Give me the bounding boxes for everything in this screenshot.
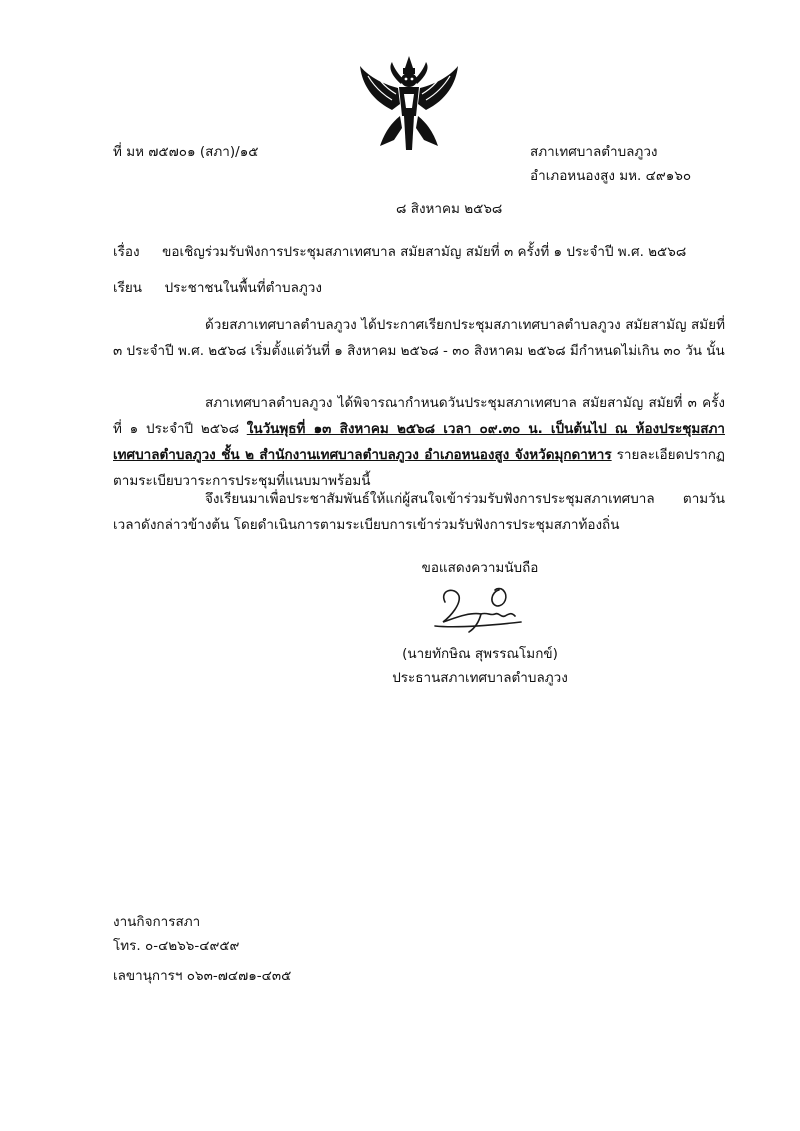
subject-line xyxy=(113,242,686,262)
organization-name: สภาเทศบาลตำบลภูวง xyxy=(530,144,658,160)
footer-secretary-phone: เลขานุการฯ ๐๖๓-๗๔๗๑-๔๓๕ xyxy=(113,968,292,984)
footer-department: งานกิจการสภา xyxy=(113,914,201,930)
paragraph-2-start: สภาเทศบาลตำบลภูวง ได้พิจารณากำหนดวันประชุมสภาเทศบาล สมัยสามัญ สมัยที่ ๓ ครั้งที่ ๑ ประจำปี ๒๕๖๘ xyxy=(113,395,725,437)
signature xyxy=(415,582,535,642)
subject-label: เรื่อง xyxy=(113,244,140,260)
body-paragraph-2 xyxy=(113,390,725,494)
garuda-emblem xyxy=(354,54,464,154)
recipient-line xyxy=(113,278,322,298)
meeting-details-highlight: ในวันพุธที่ ๑๓ สิงหาคม ๒๕๖๘ เวลา ๐๙.๓๐ น. เป็นต้นไป ณ ห้องประชุมสภาเทศบาลตำบลภูวง ชั้น ๒ สำนักงานเทศบาลตำบลภูวง อำเภอหนองสูง จังหวัดมุกดาหาร xyxy=(113,421,725,463)
footer-phone: โทร. ๐-๔๒๖๖-๔๙๕๙ xyxy=(113,938,240,954)
paragraph-2-end: รายละเอียดปรากฏตามระเบียบวาระการประชุมที่แนบมาพร้อมนี้ xyxy=(113,447,725,489)
signer-title: ประธานสภาเทศบาลตำบลภูวง xyxy=(392,670,568,686)
body-paragraph-3 xyxy=(113,486,725,538)
paragraph-1-text: ด้วยสภาเทศบาลตำบลภูวง ได้ประกาศเรียกประชุมสภาเทศบาลตำบลภูวง สมัยสามัญ สมัยที่ ๓ ประจำปี พ.ศ. ๒๕๖๘ เริ่มตั้งแต่วันที่ ๑ สิงหาคม ๒๕๖๘ - ๓๐ สิงหาคม ๒๕๖๘ มีกำหนดไม่เกิน ๓๐ วัน นั้น xyxy=(113,317,725,359)
document-date: ๘ สิงหาคม ๒๕๖๘ xyxy=(396,201,503,217)
body-paragraph-1 xyxy=(113,312,725,364)
organization-address: อำเภอหนองสูง มห. ๔๙๑๖๐ xyxy=(530,168,692,184)
subject-text: ขอเชิญร่วมรับฟังการประชุมสภาเทศบาล สมัยสามัญ สมัยที่ ๓ ครั้งที่ ๑ ประจำปี พ.ศ. ๒๕๖๘ xyxy=(162,244,687,260)
closing-regards: ขอแสดงความนับถือ xyxy=(421,560,539,576)
recipient-text: ประชาชนในพื้นที่ตำบลภูวง xyxy=(164,280,322,296)
recipient-label: เรียน xyxy=(113,280,143,296)
signer-name: (นายทักษิณ สุพรรณโมกข์) xyxy=(402,646,558,662)
reference-number: ที่ มห ๗๕๗๐๑ (สภา)/๑๕ xyxy=(113,144,259,160)
paragraph-3-text: จึงเรียนมาเพื่อประชาสัมพันธ์ให้แก่ผู้สนใจเข้าร่วมรับฟังการประชุมสภาเทศบาล ตามวันเวลาดังกล่าวข้างต้น โดยดำเนินการตามระเบียบการเข้าร่วมรับฟังการประชุมสภาท้องถิ่น xyxy=(113,491,725,533)
